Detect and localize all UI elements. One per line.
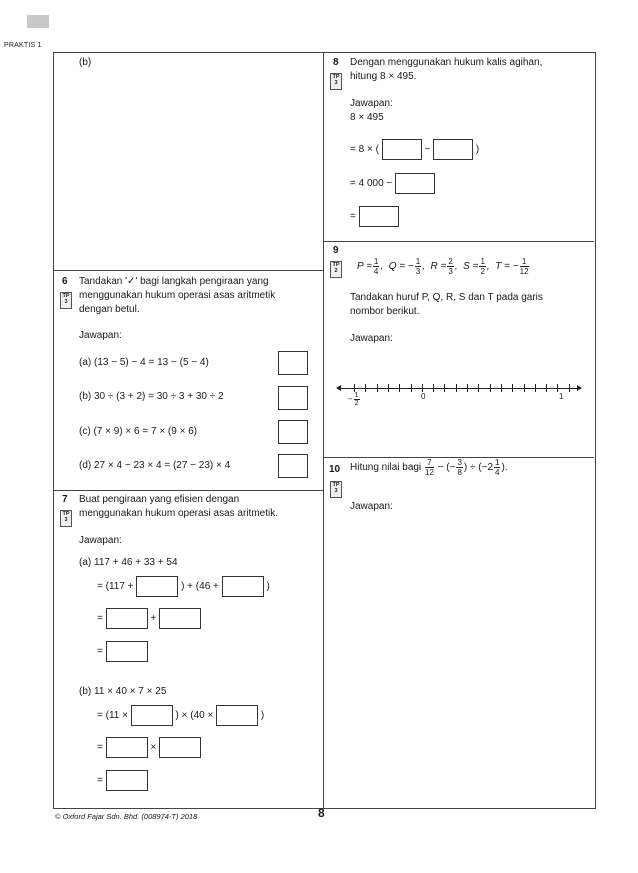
- number-line-tick: [377, 384, 378, 392]
- q7-number: 7: [62, 494, 68, 505]
- q6-checkbox-b[interactable]: [278, 386, 308, 410]
- q6-item-a: (a) (13 − 5) − 4 = 13 − (5 − 4): [79, 357, 209, 368]
- q7a-line2: = +: [97, 608, 201, 629]
- q6-checkbox-c[interactable]: [278, 420, 308, 444]
- divider-q9: [323, 241, 594, 242]
- number-line-tick: [478, 384, 479, 392]
- q9-text-2: nombor berikut.: [350, 306, 420, 317]
- q9-tp-badge: TP 2: [330, 261, 342, 278]
- number-line-tick: [365, 384, 366, 392]
- q7a-line3: =: [97, 641, 148, 662]
- q7b-box-2[interactable]: [216, 705, 258, 726]
- q8-line3: =: [350, 206, 399, 227]
- number-line-tick: [354, 384, 355, 392]
- number-line-tick: [535, 384, 536, 392]
- q8-tp-badge: TP 3: [330, 73, 342, 90]
- q8-line1: = 8 × ( − ): [350, 139, 479, 160]
- q6-text-1: Tandakan '✓' bagi langkah pengiraan yang: [79, 276, 269, 287]
- q7a-expression: (a) 117 + 46 + 33 + 54: [79, 557, 178, 568]
- q7-jawapan: Jawapan:: [79, 535, 122, 546]
- q10-number: 10: [329, 464, 341, 475]
- q7b-box-5[interactable]: [106, 770, 148, 791]
- copyright-footer: © Oxford Fajar Sdn. Bhd. (008974-T) 2018: [55, 812, 198, 821]
- q7a-box-4[interactable]: [159, 608, 201, 629]
- q7a-box-5[interactable]: [106, 641, 148, 662]
- q8-line2: = 4 000 −: [350, 173, 435, 194]
- q8-box-2[interactable]: [433, 139, 473, 160]
- q7b-line3: =: [97, 770, 148, 791]
- q6-tp-badge: TP 3: [60, 292, 72, 309]
- q8-box-4[interactable]: [359, 206, 399, 227]
- q8-box-3[interactable]: [395, 173, 435, 194]
- q9-jawapan: Jawapan:: [350, 333, 393, 344]
- number-line-tick: [433, 384, 434, 392]
- q10-expression: Hitung nilai bagi $\frac{7}{12}$ − (− $\frac{3}{8}$ ) ÷ (−2 $\frac{1}{4}$ ).: [350, 458, 508, 477]
- q10-tp-badge: TP 3: [330, 481, 342, 498]
- number-line-tick: [411, 384, 412, 392]
- q8-number: 8: [333, 57, 339, 68]
- number-line-tick: [524, 384, 525, 392]
- q7-text-2: menggunakan hukum operasi asas aritmetik.: [79, 508, 278, 519]
- q8-line0: 8 × 495: [350, 112, 384, 123]
- q7a-line1: = (117 + ) + (46 + ): [97, 576, 270, 597]
- q6-number: 6: [62, 276, 68, 287]
- number-line-tick: [422, 384, 423, 392]
- column-divider: [323, 52, 324, 808]
- page-number: 8: [318, 806, 325, 820]
- divider-q6: [53, 270, 324, 271]
- q7a-box-1[interactable]: [136, 576, 178, 597]
- q6-text-3: dengan betul.: [79, 304, 140, 315]
- q6-checkbox-d[interactable]: [278, 454, 308, 478]
- header-tab-decoration: [27, 15, 49, 28]
- q9-text-1: Tandakan huruf P, Q, R, S dan T pada garis: [350, 292, 543, 303]
- number-line-right-arrow: [577, 385, 582, 391]
- number-line-label-minus-half: − $\frac{1}{2}$: [348, 392, 359, 407]
- q6-item-b: (b) 30 ÷ (3 + 2) = 30 ÷ 3 + 30 ÷ 2: [79, 391, 224, 402]
- number-line-tick: [399, 384, 400, 392]
- number-line-tick: [501, 384, 502, 392]
- q6-jawapan: Jawapan:: [79, 330, 122, 341]
- number-line-tick: [557, 384, 558, 392]
- q6-text-2: menggunakan hukum operasi asas aritmetik: [79, 290, 276, 301]
- number-line-label-one: 1: [559, 392, 564, 401]
- number-line-tick: [467, 384, 468, 392]
- q7b-box-3[interactable]: [106, 737, 148, 758]
- number-line-tick: [388, 384, 389, 392]
- q10-jawapan: Jawapan:: [350, 501, 393, 512]
- page-header: PRAKTIS 1: [4, 42, 42, 49]
- q7-text-1: Buat pengiraan yang efisien dengan: [79, 494, 240, 505]
- q7a-box-2[interactable]: [222, 576, 264, 597]
- q8-text-2: hitung 8 × 495.: [350, 71, 417, 82]
- number-line-tick: [569, 384, 570, 392]
- q7b-box-1[interactable]: [131, 705, 173, 726]
- number-line-tick: [546, 384, 547, 392]
- q8-box-1[interactable]: [382, 139, 422, 160]
- q7-tp-badge: TP 3: [60, 510, 72, 527]
- q7b-line1: = (11 × ) × (40 × ): [97, 705, 264, 726]
- q6-item-d: (d) 27 × 4 − 23 × 4 = (27 − 23) × 4: [79, 460, 231, 471]
- q7b-expression: (b) 11 × 40 × 7 × 25: [79, 686, 167, 697]
- q6-item-c: (c) (7 × 9) × 6 = 7 × (9 × 6): [79, 426, 198, 437]
- number-line-tick: [512, 384, 513, 392]
- q8-jawapan: Jawapan:: [350, 98, 393, 109]
- q6-checkbox-a[interactable]: [278, 351, 308, 375]
- divider-q7: [53, 490, 324, 491]
- q7b-line2: = ×: [97, 737, 201, 758]
- number-line-tick: [444, 384, 445, 392]
- q9-number: 9: [333, 245, 339, 256]
- q7b-box-4[interactable]: [159, 737, 201, 758]
- number-line-tick: [490, 384, 491, 392]
- number-line-tick: [456, 384, 457, 392]
- number-line-label-zero: 0: [421, 392, 426, 401]
- q5b-label: (b): [79, 57, 92, 68]
- q7a-box-3[interactable]: [106, 608, 148, 629]
- q9-values: P = $\frac{1}{4}$ , Q = − $\frac{1}{3}$ , R = $\frac{2}{3}$ , S = $\frac{1}{2}$ , T = − $\frac{1}{12}$: [357, 257, 529, 276]
- q8-text-1: Dengan menggunakan hukum kalis agihan,: [350, 57, 543, 68]
